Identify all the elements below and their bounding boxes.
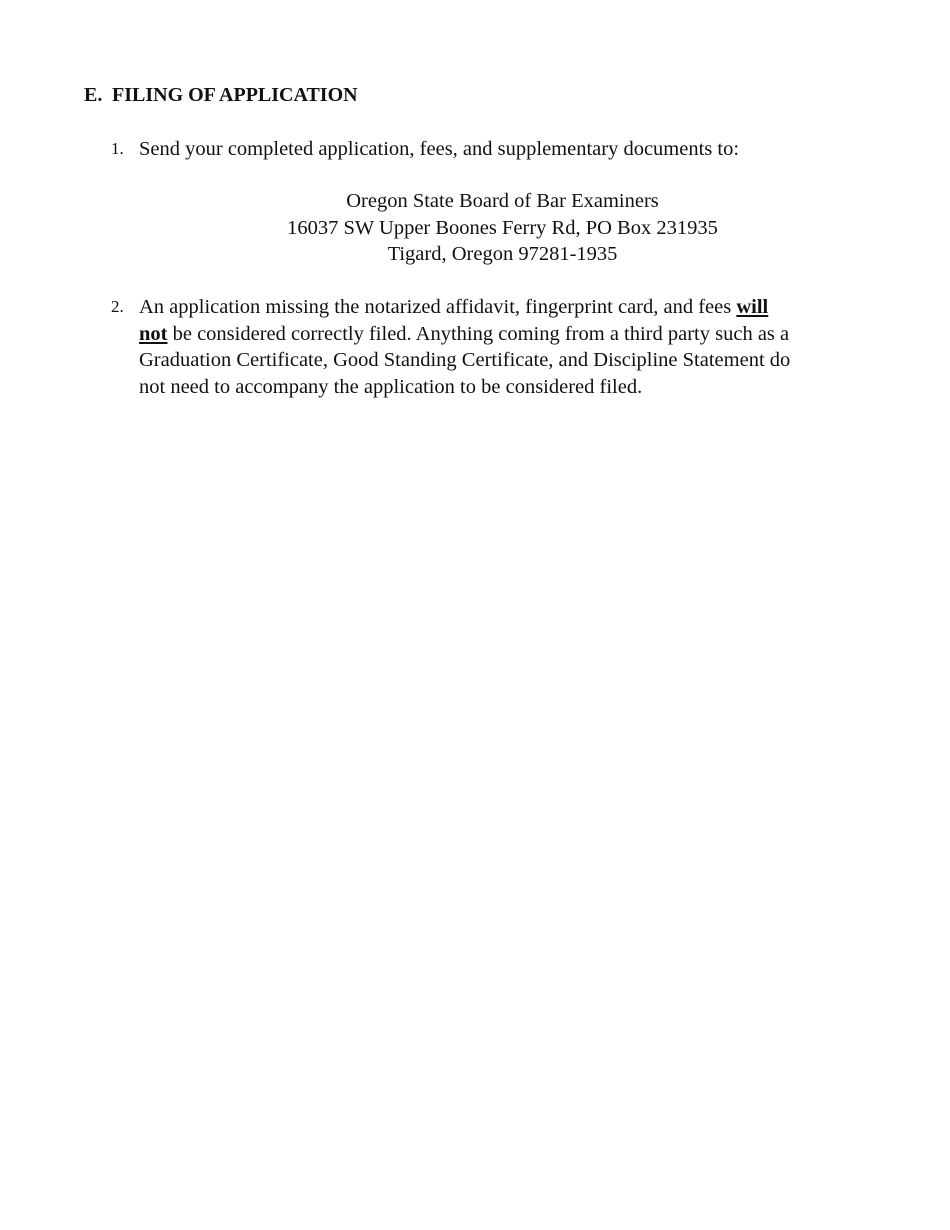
text-line-2: [139, 321, 891, 348]
section-title: FILING OF APPLICATION: [112, 84, 358, 106]
list-item-number: 2.: [111, 297, 124, 316]
text-line-1: [139, 294, 891, 321]
list-item-number: 1.: [111, 139, 124, 158]
text-line-2-body: be considered correctly filed. Anything coming from a third party such as a: [172, 322, 790, 345]
list-item-text: Send your completed application, fees, and supplementary documents to:: [139, 138, 740, 160]
address-street: 16037 SW Upper Boones Ferry Rd, PO Box 231935: [287, 216, 718, 239]
emphasis-not: not: [139, 322, 168, 345]
text-line-4: not need to accompany the application to be considered filed.: [139, 375, 643, 398]
section-letter: E.: [84, 84, 103, 106]
section-heading: [84, 82, 358, 108]
list-item-text: [139, 294, 891, 400]
emphasis-will: will: [736, 296, 769, 318]
address-city: Tigard, Oregon 97281-1935: [387, 243, 618, 265]
text-before-emphasis: An application missing the notarized affidavit, fingerprint card, and fees: [139, 296, 732, 318]
address-name: Oregon State Board of Bar Examiners: [346, 190, 659, 212]
text-line-3: Graduation Certificate, Good Standing Certificate, and Discipline Statement do: [139, 349, 791, 371]
mailing-address: [0, 188, 950, 268]
